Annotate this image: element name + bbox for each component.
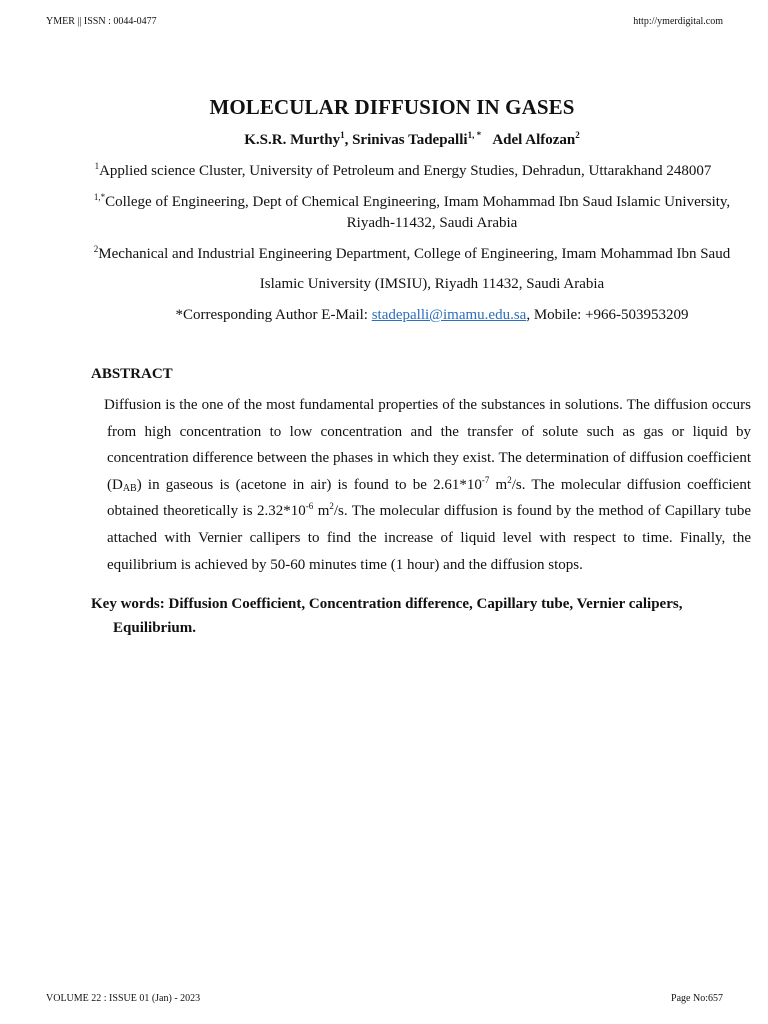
author-affiliation-mark: 1, * xyxy=(467,130,482,140)
paper-title: MOLECULAR DIFFUSION IN GASES xyxy=(209,95,575,119)
author-name: Adel Alfozan xyxy=(492,132,576,148)
page-number: Page No:657 xyxy=(671,993,723,1004)
exponent: -6 xyxy=(305,501,314,512)
corresponding-author xyxy=(0,305,768,325)
affiliation-text: Mechanical and Industrial Engineering Department, College of Engineering, Imam Mohammad Ibn Saud xyxy=(98,246,731,262)
abstract-text: m xyxy=(489,476,508,493)
affiliation-mark: 2 xyxy=(93,244,99,254)
author-affiliation-mark: 1 xyxy=(340,130,345,140)
abstract-text: ) in gaseous is (acetone in air) is found to be 2.61*10 xyxy=(136,476,482,493)
author-affiliation-mark: 2 xyxy=(575,130,580,140)
abstract-body xyxy=(104,392,751,578)
exponent: 2 xyxy=(507,474,512,485)
author-separator: , xyxy=(344,132,353,148)
author-name: K.S.R. Murthy xyxy=(244,132,341,148)
volume-footer: VOLUME 22 : ISSUE 01 (Jan) - 2023 xyxy=(46,993,201,1004)
affiliation-mark: 1 xyxy=(94,161,100,171)
abstract-text: /s. The molecular diffusion is found by the method of Capillary tube attached with Vernier callipers to find the increase of liquid level with respect to time. Finally, the equilibrium is achieved by 50-60 minutes time (1 hour) and the diffusion stops. xyxy=(107,503,751,573)
corresponding-prefix: *Corresponding Author E-Mail: xyxy=(175,307,372,323)
keywords-line-1: Key words: Diffusion Coefficient, Concentration difference, Capillary tube, Vernier calipers, xyxy=(91,596,683,612)
author-name: Srinivas Tadepalli xyxy=(352,132,468,148)
affiliation-1 xyxy=(0,161,768,181)
subscript: AB xyxy=(122,482,137,494)
keywords-line-2: Equilibrium. xyxy=(113,620,196,636)
affiliation-2-line-2: Riyadh-11432, Saudi Arabia xyxy=(346,215,518,231)
abstract-text: /s. The molecular diffusion coefficient obtained theoretically is 2.32*10 xyxy=(107,476,751,520)
exponent: 2 xyxy=(329,501,334,512)
corresponding-email-link[interactable]: stadepalli@imamu.edu.sa xyxy=(371,307,527,323)
journal-header: YMER || ISSN : 0044-0477 xyxy=(46,16,157,27)
affiliation-2-line-1 xyxy=(0,192,768,212)
abstract-heading: ABSTRACT xyxy=(91,366,173,382)
affiliation-mark: 1,* xyxy=(93,192,106,202)
affiliation-text: Applied science Cluster, University of Petroleum and Energy Studies, Dehradun, Uttarakhand 248007 xyxy=(99,163,712,179)
affiliation-3-line-2: Islamic University (IMSIU), Riyadh 11432, Saudi Arabia xyxy=(259,276,605,292)
exponent: -7 xyxy=(481,474,490,485)
corresponding-mobile: , Mobile: +966-503953209 xyxy=(526,307,689,323)
author-list xyxy=(0,130,768,150)
abstract-text: m xyxy=(313,503,330,520)
journal-website-link[interactable]: http://ymerdigital.com xyxy=(633,16,723,27)
abstract-text: Diffusion is the one of the most fundamental properties of the substances in solutions. The diffusion occurs from high concentration to low concentration and the transfer of solute such as gas or liquid by concentration difference between the phases in which they exist. The determination of diffusion coefficient (D xyxy=(104,397,751,493)
affiliation-text: College of Engineering, Dept of Chemical Engineering, Imam Mohammad Ibn Saud Islamic University, xyxy=(105,194,731,210)
affiliation-3-line-1 xyxy=(0,244,768,264)
